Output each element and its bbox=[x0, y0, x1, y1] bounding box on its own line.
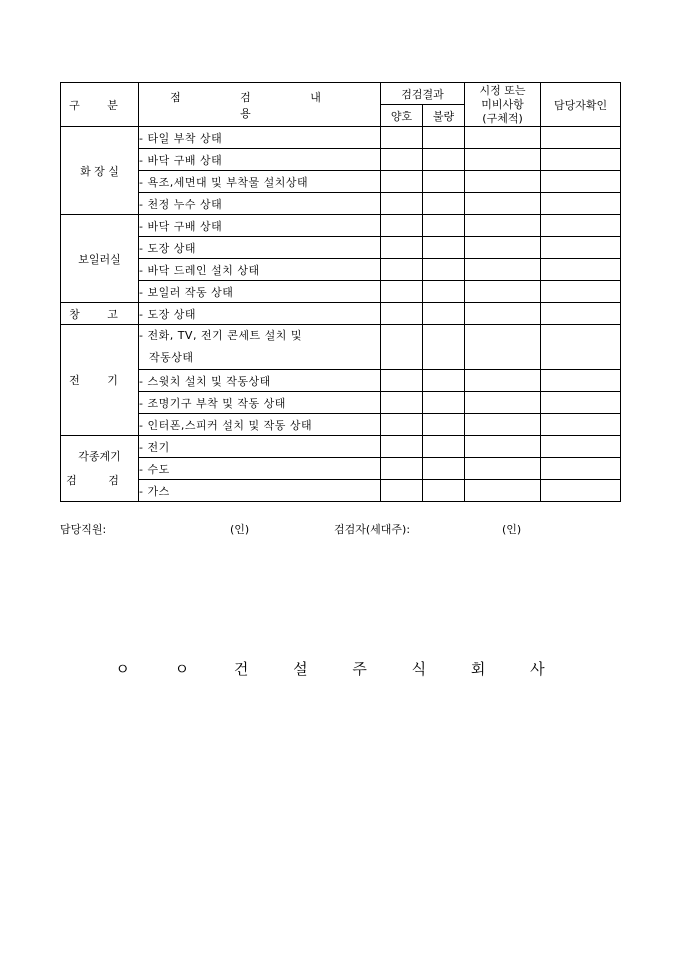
check-item-line2: 작동상태 bbox=[149, 351, 194, 364]
good-cell[interactable] bbox=[381, 414, 423, 436]
staff-stamp: (인) bbox=[230, 523, 250, 536]
check-item: - 바닥 드레인 설치 상태 bbox=[139, 259, 381, 281]
bad-cell[interactable] bbox=[423, 370, 465, 392]
check-item: - 도장 상태 bbox=[139, 237, 381, 259]
section-meters bbox=[61, 436, 139, 502]
check-item: - 천정 누수 상태 bbox=[139, 193, 381, 215]
good-cell[interactable] bbox=[381, 436, 423, 458]
bad-cell[interactable] bbox=[423, 127, 465, 149]
bad-cell[interactable] bbox=[423, 303, 465, 325]
header-defect-line3: (구체적) bbox=[482, 111, 523, 125]
confirm-cell[interactable] bbox=[541, 281, 621, 303]
check-item: - 타일 부착 상태 bbox=[139, 127, 381, 149]
defect-cell[interactable] bbox=[465, 392, 541, 414]
confirm-cell[interactable] bbox=[541, 414, 621, 436]
confirm-cell[interactable] bbox=[541, 193, 621, 215]
confirm-cell[interactable] bbox=[541, 325, 621, 370]
check-item: - 인터폰,스피커 설치 및 작동 상태 bbox=[139, 414, 381, 436]
good-cell[interactable] bbox=[381, 392, 423, 414]
section-storage: 창 고 bbox=[61, 303, 139, 325]
defect-cell[interactable] bbox=[465, 171, 541, 193]
confirm-cell[interactable] bbox=[541, 171, 621, 193]
check-item: - 조명기구 부착 및 작동 상태 bbox=[139, 392, 381, 414]
bad-cell[interactable] bbox=[423, 171, 465, 193]
section-bathroom: 화 장 실 bbox=[61, 127, 139, 215]
header-defect bbox=[465, 83, 541, 127]
bad-cell[interactable] bbox=[423, 458, 465, 480]
confirm-cell[interactable] bbox=[541, 127, 621, 149]
company-name: ㅇ ㅇ 건 설 주 식 회 사 bbox=[115, 660, 565, 678]
good-cell[interactable] bbox=[381, 325, 423, 370]
confirm-cell[interactable] bbox=[541, 149, 621, 171]
section-electric: 전 기 bbox=[61, 325, 139, 436]
staff-label: 담당직원: bbox=[60, 523, 107, 536]
good-cell[interactable] bbox=[381, 259, 423, 281]
defect-cell[interactable] bbox=[465, 215, 541, 237]
bad-cell[interactable] bbox=[423, 392, 465, 414]
defect-cell[interactable] bbox=[465, 458, 541, 480]
bad-cell[interactable] bbox=[423, 237, 465, 259]
good-cell[interactable] bbox=[381, 193, 423, 215]
inspector-label: 검검자(세대주): bbox=[334, 523, 411, 536]
header-defect-line2: 미비사항 bbox=[481, 97, 524, 111]
section-boiler-room: 보일러실 bbox=[61, 215, 139, 303]
bad-cell[interactable] bbox=[423, 480, 465, 502]
defect-cell[interactable] bbox=[465, 325, 541, 370]
bad-cell[interactable] bbox=[423, 259, 465, 281]
check-item: - 스윗치 설치 및 작동상태 bbox=[139, 370, 381, 392]
good-cell[interactable] bbox=[381, 458, 423, 480]
header-content: 점 검 내 용 bbox=[139, 83, 381, 127]
check-item: - 도장 상태 bbox=[139, 303, 381, 325]
defect-cell[interactable] bbox=[465, 303, 541, 325]
check-item: - 욕조,세면대 및 부착물 설치상태 bbox=[139, 171, 381, 193]
check-item: - 전기 bbox=[139, 436, 381, 458]
good-cell[interactable] bbox=[381, 370, 423, 392]
bad-cell[interactable] bbox=[423, 215, 465, 237]
header-defect-line1: 시정 또는 bbox=[479, 83, 526, 97]
bad-cell[interactable] bbox=[423, 325, 465, 370]
defect-cell[interactable] bbox=[465, 370, 541, 392]
header-result: 검검결과 bbox=[381, 83, 465, 105]
defect-cell[interactable] bbox=[465, 237, 541, 259]
header-category: 구 분 bbox=[61, 83, 139, 127]
bad-cell[interactable] bbox=[423, 436, 465, 458]
defect-cell[interactable] bbox=[465, 436, 541, 458]
inspection-table bbox=[60, 82, 621, 502]
good-cell[interactable] bbox=[381, 171, 423, 193]
check-item: - 보일러 작동 상태 bbox=[139, 281, 381, 303]
section-meters-line1: 각종계기 bbox=[78, 449, 121, 463]
confirm-cell[interactable] bbox=[541, 370, 621, 392]
defect-cell[interactable] bbox=[465, 149, 541, 171]
header-bad: 불량 bbox=[423, 105, 465, 127]
header-confirm: 담당자확인 bbox=[541, 83, 621, 127]
confirm-cell[interactable] bbox=[541, 237, 621, 259]
good-cell[interactable] bbox=[381, 149, 423, 171]
good-cell[interactable] bbox=[381, 281, 423, 303]
header-good: 양호 bbox=[381, 105, 423, 127]
defect-cell[interactable] bbox=[465, 281, 541, 303]
defect-cell[interactable] bbox=[465, 480, 541, 502]
bad-cell[interactable] bbox=[423, 414, 465, 436]
confirm-cell[interactable] bbox=[541, 480, 621, 502]
bad-cell[interactable] bbox=[423, 149, 465, 171]
bad-cell[interactable] bbox=[423, 281, 465, 303]
check-item: - 수도 bbox=[139, 458, 381, 480]
check-item: - 바닥 구배 상태 bbox=[139, 149, 381, 171]
defect-cell[interactable] bbox=[465, 127, 541, 149]
confirm-cell[interactable] bbox=[541, 458, 621, 480]
good-cell[interactable] bbox=[381, 127, 423, 149]
good-cell[interactable] bbox=[381, 215, 423, 237]
confirm-cell[interactable] bbox=[541, 303, 621, 325]
confirm-cell[interactable] bbox=[541, 392, 621, 414]
section-meters-line2: 검 검 bbox=[66, 473, 133, 487]
defect-cell[interactable] bbox=[465, 414, 541, 436]
inspector-stamp: (인) bbox=[502, 523, 522, 536]
good-cell[interactable] bbox=[381, 237, 423, 259]
confirm-cell[interactable] bbox=[541, 436, 621, 458]
check-item-line1: - 전화, TV, 전기 콘세트 설치 및 bbox=[139, 329, 302, 342]
good-cell[interactable] bbox=[381, 480, 423, 502]
check-item: - 바닥 구배 상태 bbox=[139, 215, 381, 237]
confirm-cell[interactable] bbox=[541, 215, 621, 237]
check-item bbox=[139, 325, 381, 370]
good-cell[interactable] bbox=[381, 303, 423, 325]
defect-cell[interactable] bbox=[465, 259, 541, 281]
check-item: - 가스 bbox=[139, 480, 381, 502]
defect-cell[interactable] bbox=[465, 193, 541, 215]
bad-cell[interactable] bbox=[423, 193, 465, 215]
confirm-cell[interactable] bbox=[541, 259, 621, 281]
